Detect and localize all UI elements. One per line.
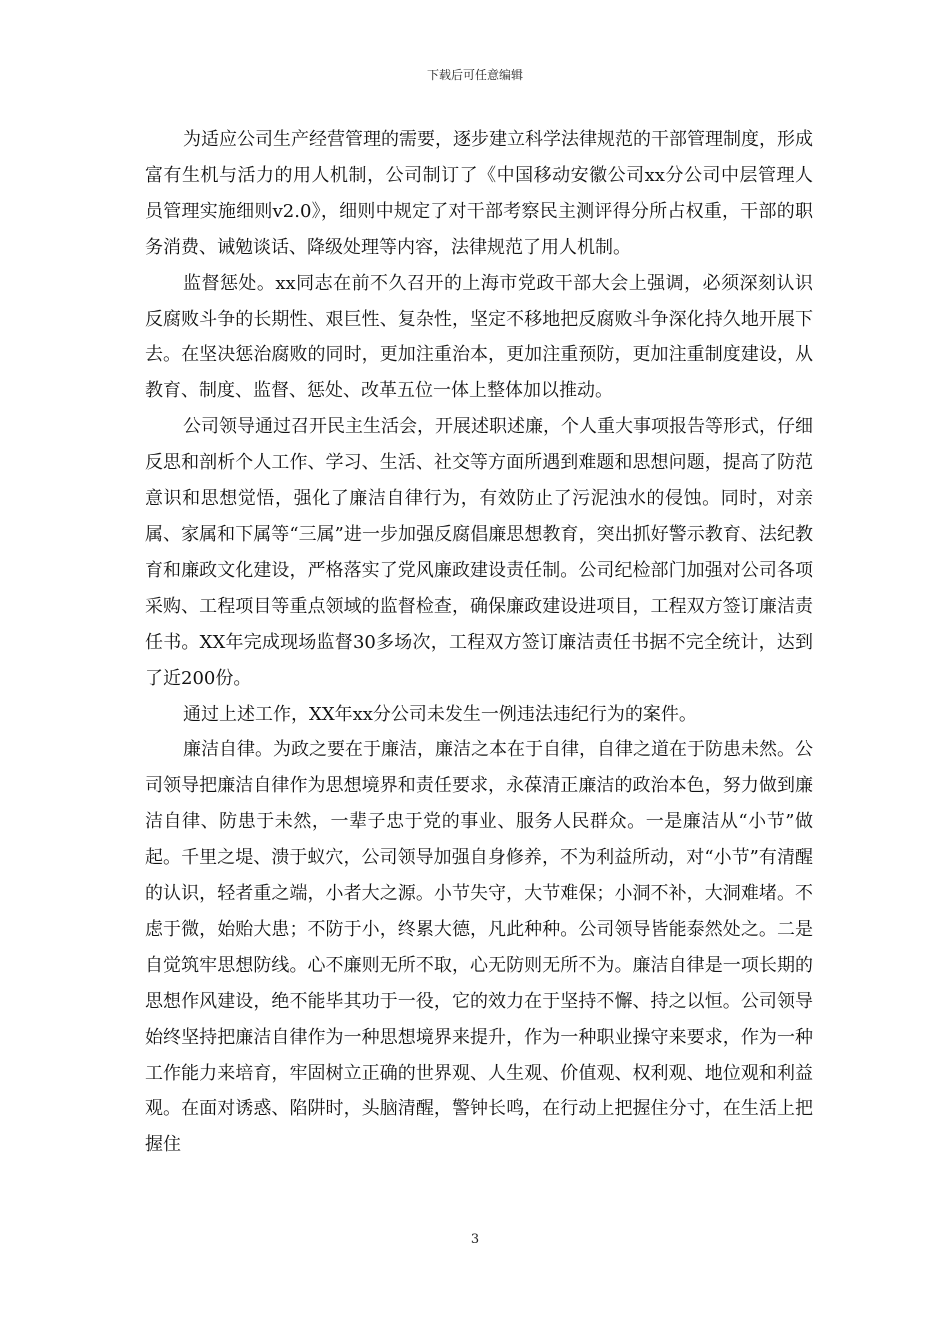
paragraph: 廉洁自律。为政之要在于廉洁，廉洁之本在于自律，自律之道在于防患未然。公司领导把廉洁自律作为思想境界和责任要求，永葆清正廉洁的政治本色，努力做到廉洁自律、防患于未然，一辈子忠于党的事业、服务人民群众。一是廉洁从“小节”做起。千里之堤、溃于蚁穴，公司领导加强自身修养，不为利益所动，对“小节”有清醒的认识，轻者重之端，小者大之源。小节失守，大节难保；小洞不补，大洞难堵。不虑于微，始贻大患；不防于小，终累大德，凡此种种。公司领导皆能泰然处之。二是自觉筑牢思想防线。心不廉则无所不取，心无防则无所不为。廉洁自律是一项长期的思想作风建设，绝不能毕其功于一役，它的效力在于坚持不懈、持之以恒。公司领导始终坚持把廉洁自律作为一种思想境界来提升，作为一种职业操守来要求，作为一种工作能力来培育，牢固树立正确的世界观、人生观、价值观、权利观、地位观和利益观。在面对诱惑、陷阱时，头脑清醒，警钟长鸣，在行动上把握住分寸，在生活上把握住 — [145, 739, 813, 1156]
page-header: 下载后可任意编辑 — [426, 68, 523, 82]
paragraph: 监督惩处。xx同志在前不久召开的上海市党政干部大会上强调，必须深刻认识反腐败斗争的长期性、艰巨性、复杂性，坚定不移地把反腐败斗争深化持久地开展下去。在坚决惩治腐败的同时，更加注重治本，更加注重预防，更加注重制度建设，从教育、制度、监督、惩处、改革五位一体上整体加以推动。 — [145, 272, 813, 402]
paragraph: 为适应公司生产经营管理的需要，逐步建立科学法律规范的干部管理制度，形成富有生机与活力的用人机制，公司制订了《中国移动安徽公司xx分公司中层管理人员管理实施细则v2.0》，细则中规定了对干部考察民主测评得分所占权重，干部的职务消费、诫勉谈话、降级处理等内容，法律规范了用人机制。 — [145, 129, 813, 258]
paragraph: 通过上述工作，XX年xx分公司未发生一例违法违纪行为的案件。 — [183, 703, 697, 725]
document-body — [145, 122, 813, 1163]
paragraph: 公司领导通过召开民主生活会，开展述职述廉，个人重大事项报告等形式，仔细反思和剖析个人工作、学习、生活、社交等方面所遇到难题和思想问题，提高了防范意识和思想觉悟，强化了廉洁自律行为，有效防止了污泥浊水的侵蚀。同时，对亲属、家属和下属等“三属”进一步加强反腐倡廉思想教育，突出抓好警示教育、法纪教育和廉政文化建设，严格落实了党风廉政建设责任制。公司纪检部门加强对公司各项采购、工程项目等重点领域的监督检查，确保廉政建设进项目，工程双方签订廉洁责任书。XX年完成现场监督30多场次，工程双方签订廉洁责任书据不完全统计，达到了近200份。 — [145, 416, 813, 689]
page-number: 3 — [470, 1232, 480, 1247]
